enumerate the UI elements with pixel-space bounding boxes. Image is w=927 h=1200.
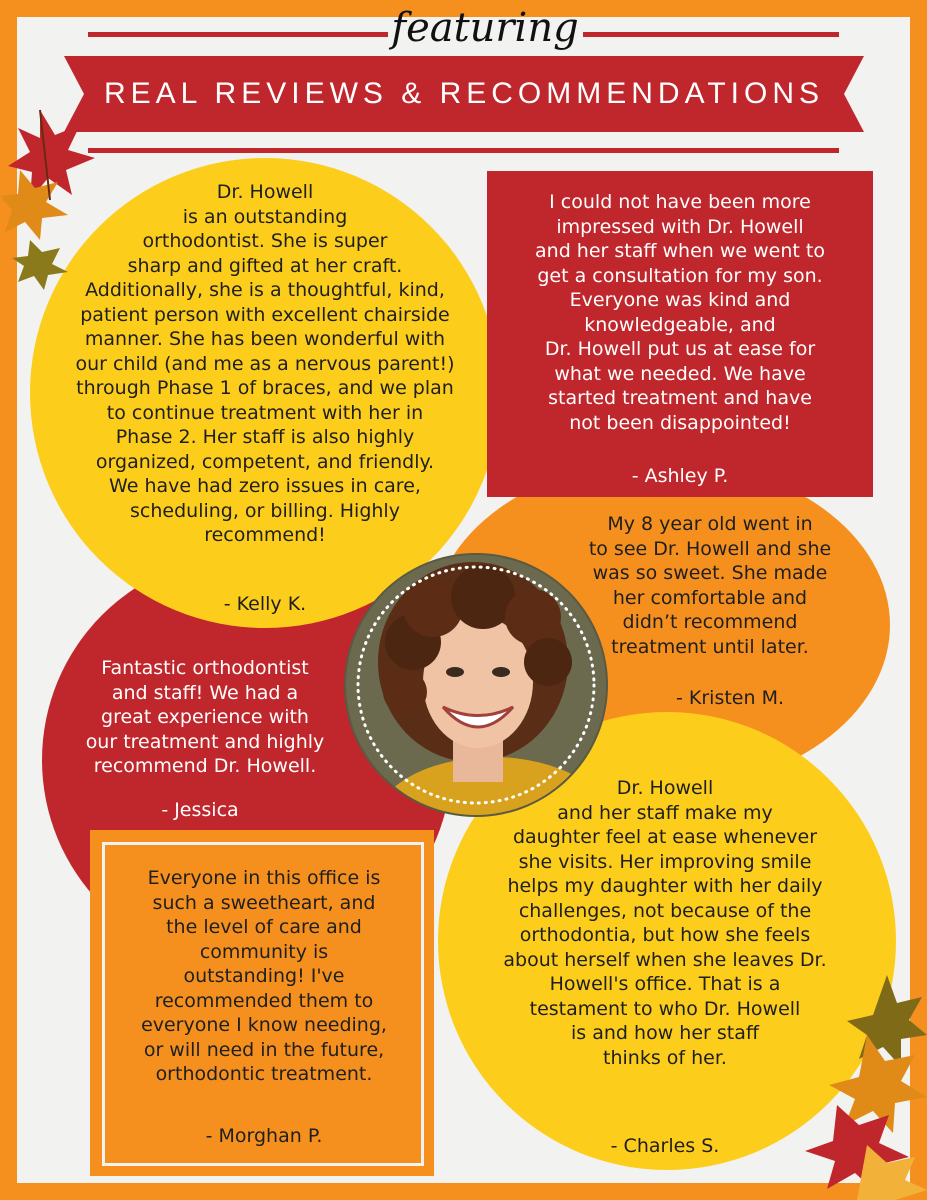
autumn-leaves-top-left	[0, 100, 110, 290]
review-jessica-author: - Jessica	[161, 799, 239, 821]
banner-underline	[88, 148, 839, 153]
autumn-leaves-bottom-right	[797, 975, 927, 1200]
review-kristen-author: - Kristen M.	[676, 687, 784, 709]
banner-title: REAL REVIEWS & RECOMMENDATIONS	[103, 77, 825, 110]
header-rule-left	[88, 32, 388, 37]
review-jessica-text: Fantastic orthodontist and staff! We had a great experience with our treatment and highly recommend Dr. Howell.	[85, 657, 325, 777]
review-kelly-text: Dr. Howell is an outstanding orthodontist. She is super sharp and gifted at her craft. Additionally, she is a thoughtful, kind, patient person with excellent chairside manner. She has been wonderful with our child (and me as a nervous parent!) through Phase 1 of braces, and we plan to continue treatment with her in Phase 2. Her staff is also highly organized, competent, and friendly. We have had zero issues in care, scheduling, or billing. Highly recommend!	[75, 181, 455, 546]
review-ashley-author: - Ashley P.	[631, 465, 729, 487]
review-charles-author: - Charles S.	[610, 1135, 720, 1157]
header-rule-right	[583, 32, 839, 37]
review-morghan-text: Everyone in this office is such a sweetheart, and the level of care and community is outstanding! I've recommended them to everyone I know needing, or will need in the future, orthodontic treatment.	[141, 867, 387, 1085]
review-ashley-text: I could not have been more impressed with Dr. Howell and her staff when we went to get a consultation for my son. Everyone was kind and knowledgeable, and Dr. Howell put us at ease for what we needed. We have started treatment and have not been disappointed!	[535, 191, 825, 434]
featuring-heading: featuring	[391, 5, 579, 51]
review-kelly-author: - Kelly K.	[223, 593, 307, 615]
review-charles-text: Dr. Howell and her staff make my daughter feel at ease whenever she visits. Her improving smile helps my daughter with her daily challenges, not because of the orthodontia, but how she feels about herself when she leaves Dr. Howell's office. That is a testament to who Dr. Howell is and how her staff thinks of her.	[503, 777, 827, 1069]
doctor-portrait	[343, 552, 609, 818]
review-kristen-text: My 8 year old went in to see Dr. Howell and she was so sweet. She made her comfortable and didn’t recommend treatment until later.	[588, 513, 832, 658]
review-morghan-author: - Morghan P.	[205, 1125, 323, 1147]
